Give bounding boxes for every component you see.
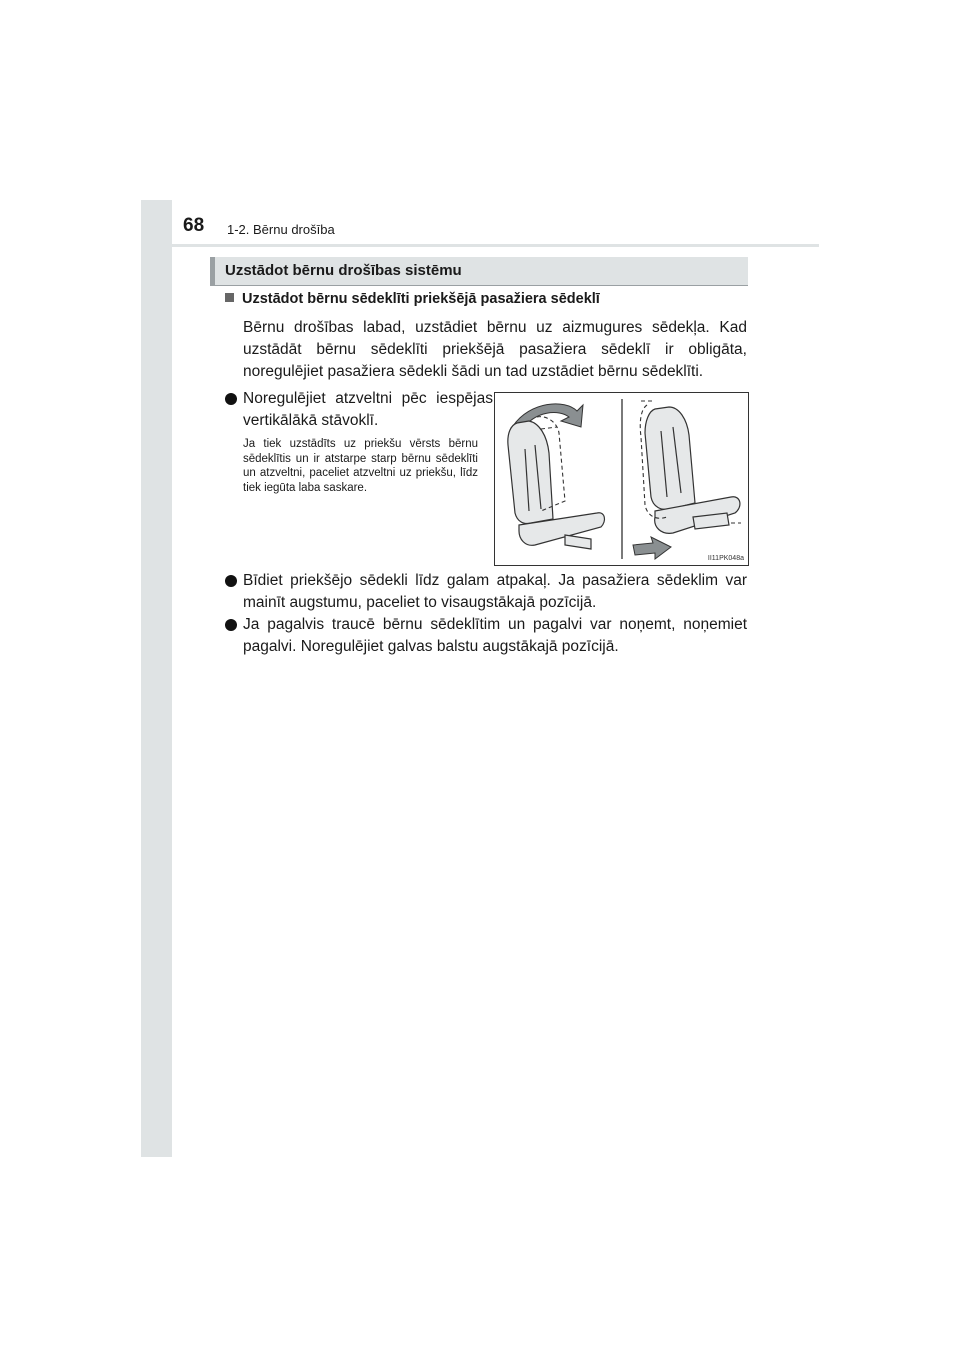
- intro-paragraph: Bērnu drošības labad, uzstādiet bērnu uz aizmugures sēdekļa. Kad uzstādāt bērnu sēdeklīti priekšējā pasažiera sēdeklī ir obligāta, noregulējiet pasažiera sēdekli šādi un tad uzstādiet bērnu sēdeklīti.: [243, 319, 747, 380]
- subsection-title: Uzstādot bērnu sēdeklīti priekšējā pasažiera sēdeklī: [242, 291, 600, 307]
- seat-adjustment-figure: [494, 392, 749, 566]
- figure-code: II11PK048a: [707, 555, 744, 562]
- bullet-text: Bīdiet priekšējo sēdekli līdz galam atpakaļ. Ja pasažiera sēdeklim var mainīt augstumu, paceliet to visaugstākajā pozīcijā.: [243, 572, 747, 611]
- section-rule: [210, 285, 748, 286]
- seat-slide-rear-illustration: [645, 407, 740, 533]
- bullet-dot-icon: [225, 619, 237, 631]
- subsection-heading: [225, 291, 755, 307]
- section-heading-accent: [210, 257, 215, 285]
- page-number: 68: [183, 215, 205, 236]
- square-marker-icon: [225, 293, 234, 302]
- slide-arrow-icon: [633, 537, 671, 559]
- seat-back-upright-illustration: [508, 421, 605, 549]
- side-strip: [141, 200, 172, 1157]
- header-rule: [172, 244, 819, 247]
- bullet-dot-icon: [225, 393, 237, 405]
- bullet-dot-icon: [225, 575, 237, 587]
- bullet-text: Noregulējiet atzveltni pēc iespējas vertikālākā stāvoklī.: [243, 390, 493, 429]
- seat-illustration: [495, 393, 750, 567]
- section-breadcrumb: 1-2. Bērnu drošība: [227, 222, 335, 237]
- bullet-text: Ja pagalvis traucē bērnu sēdeklītim un pagalvi var noņemt, noņemiet pagalvi. Noregulējiet galvas balstu augstākajā pozīcijā.: [243, 616, 747, 655]
- section-heading-title: Uzstādot bērnu drošības sistēmu: [225, 262, 462, 279]
- bullet-note: Ja tiek uzstādīts uz priekšu vērsts bērnu sēdeklītis un ir atstarpe starp bērnu sēdeklīti un atzveltni, paceliet atzveltni uz priekšu, līdz tiek iegūta laba saskare.: [243, 438, 478, 494]
- section-heading-box: [210, 257, 748, 285]
